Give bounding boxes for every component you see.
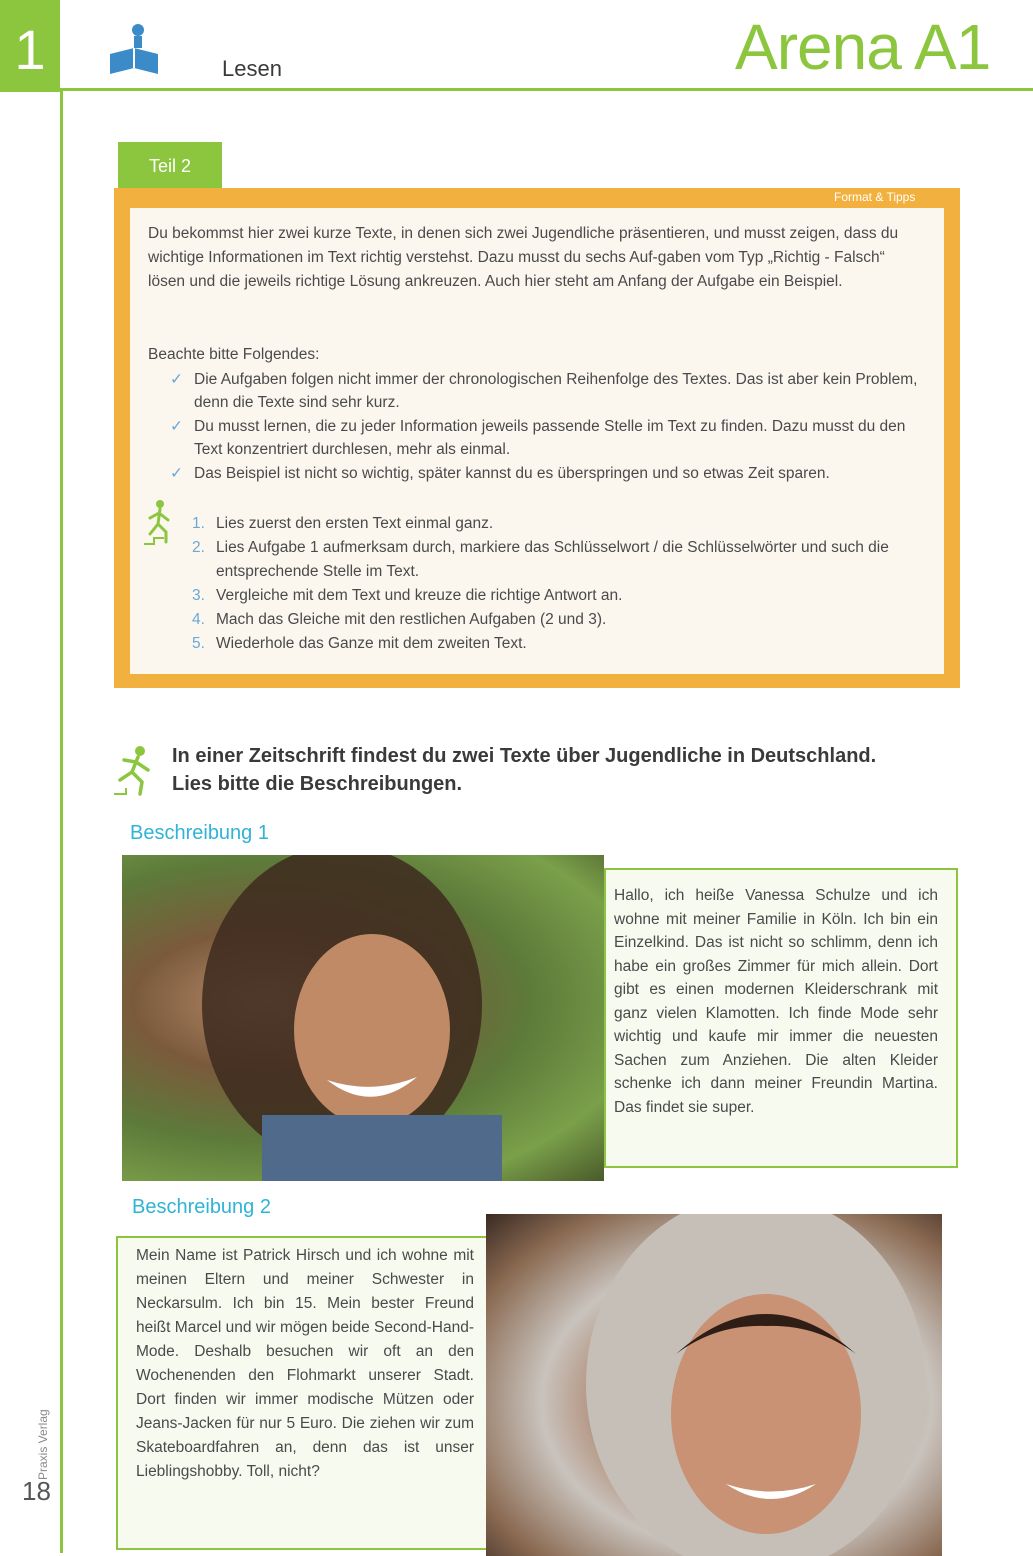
check-item: ✓ Die Aufgaben folgen nicht immer der chronologischen Reihenfolge des Textes. Das ist aber kein Problem, denn die Texte sind sehr kurz. bbox=[170, 368, 930, 414]
photo-boy bbox=[486, 1214, 942, 1556]
step-item: 3. Vergleiche mit dem Text und kreuze die richtige Antwort an. bbox=[192, 587, 623, 604]
part-tab: Teil 2 bbox=[118, 142, 222, 188]
book-icon bbox=[104, 18, 164, 78]
brand-logo: Arena A1 bbox=[735, 11, 991, 83]
step-item: 5. Wiederhole das Ganze mit dem zweiten Text. bbox=[192, 635, 527, 652]
check-item: ✓ Das Beispiel ist nicht so wichtig, später kannst du es überspringen und so etwas Zeit sparen. bbox=[170, 462, 930, 485]
check-icon: ✓ bbox=[170, 465, 183, 482]
description-heading-2: Beschreibung 2 bbox=[132, 1196, 271, 1218]
photo-girl bbox=[122, 855, 604, 1181]
step-item: 4. Mach das Gleiche mit den restlichen Aufgaben (2 und 3). bbox=[192, 611, 607, 628]
step-item: 1. Lies zuerst den ersten Text einmal ganz. bbox=[192, 515, 494, 532]
steps-list bbox=[192, 512, 932, 656]
intro-text: Du bekommst hier zwei kurze Texte, in denen sich zwei Jugendliche präsentieren, und musst zeigen, dass du wichtige Informationen im Text richtig verstehst. Dazu musst du sechs Auf-gaben vom Typ „Richtig - Falsch“ lösen und die jeweils richtige Lösung ankreuzen. Auch hier steht am Anfang der Aufgabe ein Beispiel. bbox=[148, 225, 899, 290]
margin-rule bbox=[60, 88, 63, 1553]
description-text-2: Mein Name ist Patrick Hirsch und ich wohne mit meinen Eltern und meiner Schwester in Neckarsulm. Ich bin 15. Mein bester Freund heißt Marcel und wir mögen beide Second-Hand-Mode. Deshalb besuchen wir oft an den Wochenenden den Flohmarkt unserer Stadt. Dort finden wir immer modische Mützen oder Jeans-Jacken für nur 5 Euro. Die ziehen wir zum Skateboardfahren an, denn das ist unser Lieblingshobby. Toll, nicht? bbox=[136, 1247, 474, 1480]
check-icon: ✓ bbox=[170, 418, 183, 435]
note-heading: Beachte bitte Folgendes: bbox=[148, 346, 320, 363]
section-title: Lesen bbox=[222, 56, 282, 81]
check-list bbox=[170, 368, 930, 486]
description-heading-1: Beschreibung 1 bbox=[130, 822, 269, 844]
publisher-label: Praxis Verlag bbox=[36, 1409, 50, 1480]
chapter-number: 1 bbox=[0, 0, 60, 92]
check-item: ✓ Du musst lernen, die zu jeder Information jeweils passende Stelle im Text zu finden. Dazu musst du den Text konzentriert durchlesen, mehr als einmal. bbox=[170, 415, 930, 461]
description-text-1: Hallo, ich heiße Vanessa Schulze und ich wohne mit meiner Familie in Köln. Ich bin ein Einzelkind. Das ist nicht so schlimm, denn ich habe ein großes Zimmer für mich allein. Dort gibt es einen modernen Kleiderschrank mit ganz vielen Klamotten. Ich finde Mode sehr wichtig und kaufe mir immer die neuesten Sachen zum Anziehen. Die alten Kleider schenke ich dann meiner Freundin Martina. Das findet sie super. bbox=[614, 887, 938, 1116]
header-rule bbox=[60, 88, 1033, 91]
walking-person-icon bbox=[140, 498, 180, 550]
running-person-icon bbox=[110, 744, 160, 800]
frame-tag: Format & Tipps bbox=[834, 190, 916, 204]
task-instruction: In einer Zeitschrift findest du zwei Texte über Jugendliche in Deutschland. Lies bitte die Beschreibungen. bbox=[172, 745, 877, 795]
step-item: 2. Lies Aufgabe 1 aufmerksam durch, markiere das Schlüsselwort / die Schlüsselwörter und such die entsprechende Stelle im Text. bbox=[192, 539, 889, 580]
page-number: 18 bbox=[22, 1476, 51, 1506]
check-icon: ✓ bbox=[170, 371, 183, 388]
